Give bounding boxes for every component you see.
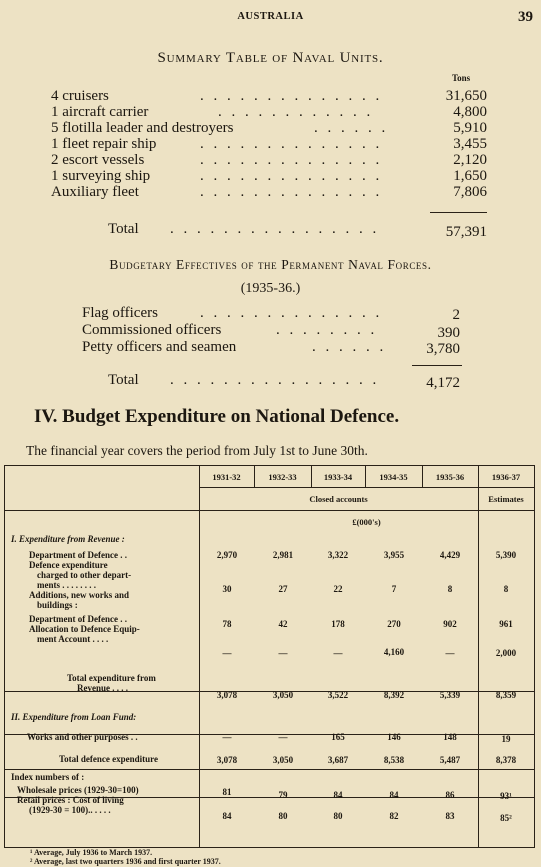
summary-total-value: 57,391 (445, 224, 487, 240)
summary-row-value: 3,455 (453, 136, 487, 152)
label-dept-defence: Department of Defence . . (29, 614, 127, 624)
year-header: 1933-34 (323, 472, 353, 482)
cell-retail: 80 (333, 811, 343, 821)
total-rule (412, 365, 462, 366)
summary-row-value: 2,120 (453, 152, 487, 168)
cell-retail: 83 (445, 811, 455, 821)
summary-total-label: Total (108, 221, 139, 237)
cell-wholesale: 84 (389, 790, 399, 800)
label-wholesale: Wholesale prices (1929-30=100) (17, 785, 139, 795)
year-header: 1934-35 (379, 472, 408, 482)
cell-wholesale: 86 (445, 790, 455, 800)
cell-wholesale: 93¹ (500, 791, 512, 801)
cell-dept-defence: 2,970 (216, 550, 238, 560)
label-defence-exp: ments . . . . . . . . (37, 580, 96, 590)
page-number: 39 (518, 9, 533, 25)
label-retail: Retail prices : Cost of living (17, 795, 124, 805)
cell-total-revenue: 3,078 (216, 690, 238, 700)
label-dept-defence: Department of Defence . . (29, 550, 127, 560)
summary-row-label: 2 escort vessels (51, 152, 145, 168)
cell-dept-defence-works: 902 (443, 619, 457, 629)
cell-allocation: 2,000 (495, 648, 517, 658)
year-header: 1936-37 (491, 472, 521, 482)
summary-row-value: 5,910 (453, 120, 487, 136)
budgetary-title: Budgetary Effectives of the Permanent Naval Forces. (109, 257, 432, 272)
cell-dept-defence: 4,429 (439, 550, 461, 560)
label-additions: Additions, new works and (29, 590, 130, 600)
label-defence-exp: charged to other depart- (37, 570, 132, 580)
unit-label: £(000's) (352, 517, 381, 527)
label-index-head: Index numbers of : (11, 772, 85, 782)
label-allocation: ment Account . . . . (37, 634, 109, 644)
year-header: 1931-32 (212, 472, 241, 482)
label-loan-head: II. Expenditure from Loan Fund: (11, 712, 137, 722)
summary-row-label: 1 surveying ship (51, 168, 151, 184)
budgetary-total-label: Total (108, 372, 139, 388)
budgetary-total-value: 4,172 (426, 375, 460, 391)
cell-total-revenue: 3,522 (327, 690, 349, 700)
cell-allocation: — (278, 648, 288, 658)
cell-wholesale: 81 (222, 787, 232, 797)
cell-dept-defence-works: 961 (499, 619, 513, 629)
cell-total-defence: 8,538 (383, 755, 405, 765)
cell-wholesale: 84 (333, 790, 343, 800)
label-revenue-head: I. Expenditure from Revenue : (11, 534, 125, 544)
cell-total-revenue: 3,050 (272, 690, 294, 700)
cell-works: 148 (443, 732, 457, 742)
footnote: ² Average, last two quarters 1936 and first quarter 1937. (30, 857, 221, 866)
summary-title: Summary Table of Naval Units. (157, 50, 384, 66)
cell-defence-exp: 8 (503, 584, 509, 594)
summary-row-label: Auxiliary fleet (51, 184, 139, 200)
expenditure-table (4, 465, 535, 848)
cell-defence-exp: 27 (278, 584, 288, 594)
cell-retail: 80 (278, 811, 288, 821)
cell-works: 146 (387, 732, 401, 742)
cell-dept-defence: 3,322 (327, 550, 349, 560)
cell-allocation: — (445, 648, 455, 658)
cell-allocation: 4,160 (383, 647, 405, 657)
cell-works: 165 (331, 732, 345, 742)
cell-allocation: — (333, 648, 343, 658)
summary-row-value: 31,650 (445, 88, 487, 104)
label-allocation: Allocation to Defence Equip- (29, 624, 140, 634)
cell-defence-exp: 30 (222, 584, 232, 594)
label-works: Works and other purposes . . (27, 732, 138, 742)
summary-row-value: 4,800 (453, 104, 487, 120)
section-title: IV. Budget Expenditure on National Defence. (34, 406, 400, 427)
label-additions: buildings : (37, 600, 78, 610)
cell-dept-defence-works: 78 (222, 619, 232, 629)
footnote: ¹ Average, July 1936 to March 1937. (30, 848, 153, 857)
cell-total-revenue: 5,339 (439, 690, 461, 700)
cell-total-defence: 3,078 (216, 755, 238, 765)
tons-header: Tons (452, 73, 471, 83)
cell-allocation: — (222, 648, 232, 658)
cell-dept-defence: 2,981 (272, 550, 294, 560)
cell-dept-defence-works: 42 (278, 619, 288, 629)
cell-total-defence: 8,378 (495, 755, 517, 765)
budgetary-row-label: Flag officers (82, 305, 158, 321)
cell-defence-exp: 7 (391, 584, 397, 594)
budgetary-subtitle: (1935-36.) (240, 281, 301, 296)
summary-row-value: 7,806 (453, 184, 487, 200)
cell-total-defence: 3,687 (327, 755, 349, 765)
cell-retail: 82 (389, 811, 399, 821)
year-header: 1932-33 (268, 472, 297, 482)
summary-row-label: 5 flotilla leader and destroyers (51, 120, 234, 136)
summary-row-value: 1,650 (453, 168, 487, 184)
cell-defence-exp: 22 (333, 584, 343, 594)
label-total-defence: Total defence expenditure (59, 754, 158, 764)
cell-dept-defence-works: 270 (387, 619, 401, 629)
cell-retail: 85² (500, 813, 512, 823)
section-intro: The financial year covers the period from July 1st to June 30th. (26, 443, 368, 458)
label-defence-exp: Defence expenditure (29, 560, 108, 570)
cell-works: 19 (501, 734, 511, 744)
cell-wholesale: 79 (278, 790, 288, 800)
budgetary-row-value: 3,780 (426, 341, 460, 357)
summary-row-label: 4 cruisers (51, 88, 109, 104)
running-header: AUSTRALIA (237, 11, 304, 22)
cell-dept-defence: 5,390 (495, 550, 517, 560)
cell-dept-defence-works: 178 (331, 619, 345, 629)
budgetary-row-label: Commissioned officers (82, 322, 222, 338)
budgetary-row-label: Petty officers and seamen (82, 339, 237, 355)
cell-works: — (278, 732, 288, 742)
cell-works: — (222, 732, 232, 742)
closed-accounts-label: Closed accounts (309, 494, 368, 504)
cell-dept-defence: 3,955 (383, 550, 405, 560)
budgetary-row-value: 390 (437, 325, 460, 341)
summary-row-label: 1 aircraft carrier (51, 104, 149, 120)
year-header: 1935-36 (435, 472, 465, 482)
label-total-revenue: Total expenditure from (67, 673, 156, 683)
cell-total-revenue: 8,392 (383, 690, 405, 700)
label-retail: (1929-30 = 100).. . . . . (29, 805, 111, 815)
total-rule (430, 212, 487, 213)
cell-total-revenue: 8,359 (495, 690, 517, 700)
summary-row-label: 1 fleet repair ship (51, 136, 157, 152)
estimates-label: Estimates (488, 494, 524, 504)
budgetary-row-value: 2 (452, 307, 460, 323)
cell-retail: 84 (222, 811, 232, 821)
label-total-revenue: Revenue . . . . (77, 683, 128, 693)
cell-total-defence: 3,050 (272, 755, 294, 765)
cell-total-defence: 5,487 (439, 755, 461, 765)
cell-defence-exp: 8 (447, 584, 453, 594)
